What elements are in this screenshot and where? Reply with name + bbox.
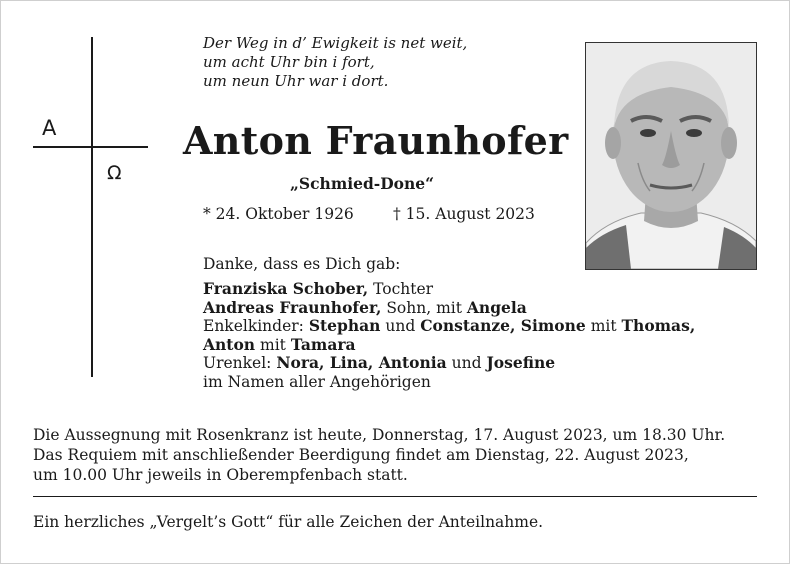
omega-symbol: Ω [107,162,122,184]
deceased-nickname: „Schmied-Done“ [290,174,435,193]
service-line: Die Aussegnung mit Rosenkranz ist heute, Donnerstag, 17. August 2023, um 18.30 Uhr. [33,426,726,444]
poem [203,34,467,91]
alpha-symbol: A [42,116,57,140]
family-list [203,280,763,391]
service-announcement [33,425,763,485]
family-line-relatives: im Namen aller Angehörigen [203,372,431,391]
poem-line: um neun Uhr war i dort. [203,72,389,90]
family-line-grandchildren-cont: Anton mit Tamara [203,334,356,354]
cross-vertical-beam [91,37,93,377]
birth-date: * 24. Oktober 1926 [203,205,354,223]
poem-line: um acht Uhr bin i fort, [203,53,375,71]
family-line-daughter: Franziska Schober, Tochter [203,279,434,298]
cross-horizontal-beam [33,146,148,148]
deceased-name: Anton Fraunhofer [183,118,569,163]
family-line-great-grandchildren: Urenkel: Nora, Lina, Antonia und Josefine [203,353,556,372]
closing-thanks: Ein herzliches „Vergelt’s Gott“ für alle Zeichen der Anteilnahme. [33,513,544,531]
family-line-grandchildren: Enkelkinder: Stephan und Constanze, Simone mit Thomas, [203,316,696,335]
service-line: Das Requiem mit anschließender Beerdigung findet am Dienstag, 22. August 2023, [33,446,689,464]
divider [33,496,757,497]
poem-line: Der Weg in d’ Ewigkeit is net weit, [203,34,468,52]
death-date: † 15. August 2023 [393,205,535,223]
service-line: um 10.00 Uhr jeweils in Oberempfenbach statt. [33,466,408,484]
family-line-son: Andreas Fraunhofer, Sohn, mit Angela [203,297,527,317]
thanks-line: Danke, dass es Dich gab: [203,255,401,273]
portrait-photo [585,42,757,270]
